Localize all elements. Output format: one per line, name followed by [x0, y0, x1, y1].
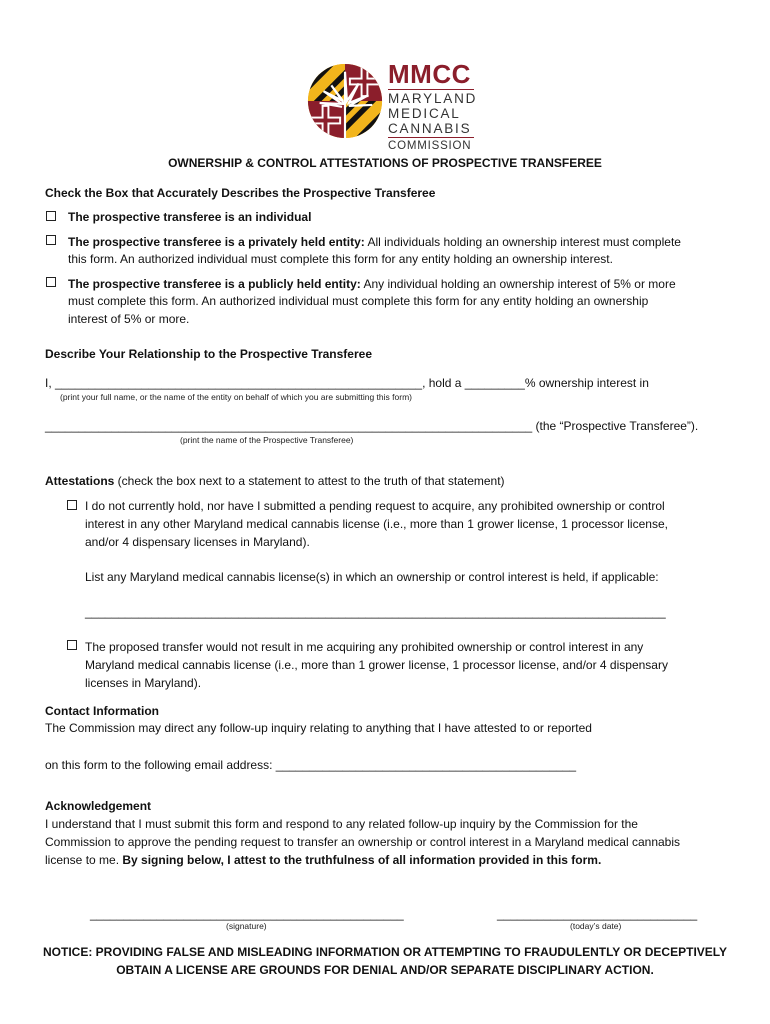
attestations-heading-row — [45, 472, 505, 490]
contact-line1: The Commission may direct any follow-up inquiry relating to anything that I have attested to or reported — [45, 721, 592, 735]
logo-divider — [388, 89, 474, 90]
acknowledgement-attest-statement: By signing below, I attest to the truthfulness of all information provided in this form. — [122, 853, 602, 867]
checkbox-attest-no-prohibited-interest[interactable] — [67, 500, 77, 510]
logo-wordmark — [388, 60, 478, 154]
contact-heading: Contact Information — [45, 704, 159, 718]
option-public-entity-cont2: interest of 5% or more. — [68, 312, 190, 326]
acknowledgement-line3-text: license to me. — [45, 853, 123, 867]
relationship-transferee-field[interactable]: _________________________________________________________________________ (the “Prospective Transferee”). — [45, 419, 699, 433]
relationship-transferee-hint: (print the name of the Prospective Transferee) — [180, 435, 354, 445]
date-label: (today’s date) — [570, 921, 622, 931]
logo-acronym: MMCC — [388, 59, 471, 89]
option-individual-label: The prospective transferee is an individual — [68, 210, 312, 224]
relationship-heading: Describe Your Relationship to the Prospective Transferee — [45, 347, 372, 361]
license-list-prompt: List any Maryland medical cannabis license(s) in which an ownership or control interest is held, if applicable: — [85, 570, 659, 584]
mmcc-logo — [306, 59, 478, 152]
attest-item1-line3: and/or 4 dispensary licenses in Maryland). — [85, 535, 310, 549]
option-public-entity-text: Any individual holding an ownership interest of 5% or more — [360, 277, 676, 291]
option-private-entity-label: The prospective transferee is a privately held entity: — [68, 235, 365, 249]
attestations-heading: Attestations — [45, 474, 115, 488]
license-list-field[interactable]: _______________________________________________________________________________________ — [85, 605, 666, 619]
attest-item1-line2: interest in any other Maryland medical cannabis license (i.e., more than 1 grower license, 1 processor license, — [85, 517, 668, 531]
option-public-entity-cont: must complete this form. An authorized individual must complete this form for any entity holding an ownership — [68, 294, 649, 308]
attest-item2-line3: licenses in Maryland). — [85, 676, 202, 690]
checkbox-private-entity[interactable] — [46, 235, 56, 245]
logo-line-commission: COMMISSION — [388, 140, 472, 152]
option-private-entity-text: All individuals holding an ownership interest must complete — [364, 235, 681, 249]
signature-label: (signature) — [226, 921, 267, 931]
checkbox-attest-transfer-not-prohibited[interactable] — [67, 640, 77, 650]
attest-item1-line1: I do not currently hold, nor have I submitted a pending request to acquire, any prohibited ownership or control — [85, 499, 665, 513]
relationship-name-field[interactable]: I, _______________________________________________________, hold a _________% ownership interest in — [45, 376, 649, 390]
checkbox-individual[interactable] — [46, 211, 56, 221]
checkbox-public-entity[interactable] — [46, 277, 56, 287]
logo-line-medical: MEDICAL — [388, 106, 461, 121]
attest-item2-line1: The proposed transfer would not result in me acquiring any prohibited ownership or control interest in any — [85, 640, 644, 654]
contact-email-field[interactable]: on this form to the following email address: _____________________________________________ — [45, 758, 577, 772]
notice-line1: NOTICE: PROVIDING FALSE AND MISLEADING INFORMATION OR ATTEMPTING TO FRAUDULENTLY OR DECEPTIVELY — [42, 945, 728, 959]
acknowledgement-line2: Commission to approve the pending request to transfer an ownership or control interest in a Maryland medical cannabis — [45, 835, 681, 849]
date-field[interactable]: ______________________________ — [497, 907, 698, 921]
attestations-subheading: (check the box next to a statement to attest to the truth of that statement) — [114, 474, 505, 488]
notice-line2: OBTAIN A LICENSE ARE GROUNDS FOR DENIAL AND/OR SEPARATE DISCIPLINARY ACTION. — [116, 963, 654, 977]
relationship-name-hint: (print your full name, or the name of the entity on behalf of which you are submitting this form) — [60, 392, 412, 402]
acknowledgement-line3 — [45, 851, 601, 869]
logo-line-cannabis: CANNABIS — [388, 121, 472, 136]
check-section-heading: Check the Box that Accurately Describes the Prospective Transferee — [45, 186, 436, 200]
logo-line-maryland: MARYLAND — [388, 91, 478, 106]
logo-divider-2 — [388, 137, 474, 138]
option-private-entity-cont: this form. An authorized individual must complete this form for any entity holding an ownership interest. — [68, 252, 613, 266]
acknowledgement-line1: I understand that I must submit this form and respond to any related follow-up inquiry by the Commission for the — [45, 817, 638, 831]
option-private-entity — [68, 233, 728, 251]
attest-item2-line2: Maryland medical cannabis license (i.e., more than 1 grower license, 1 processor license, and/or 4 dispensary — [85, 658, 668, 672]
form-title: OWNERSHIP & CONTROL ATTESTATIONS OF PROSPECTIVE TRANSFEREE — [168, 156, 602, 170]
maryland-flag-emblem-icon — [306, 62, 384, 140]
acknowledgement-heading: Acknowledgement — [45, 799, 152, 813]
option-public-entity-label: The prospective transferee is a publicly held entity: — [68, 277, 361, 291]
option-public-entity — [68, 275, 728, 293]
signature-field[interactable]: _______________________________________________ — [90, 907, 404, 921]
